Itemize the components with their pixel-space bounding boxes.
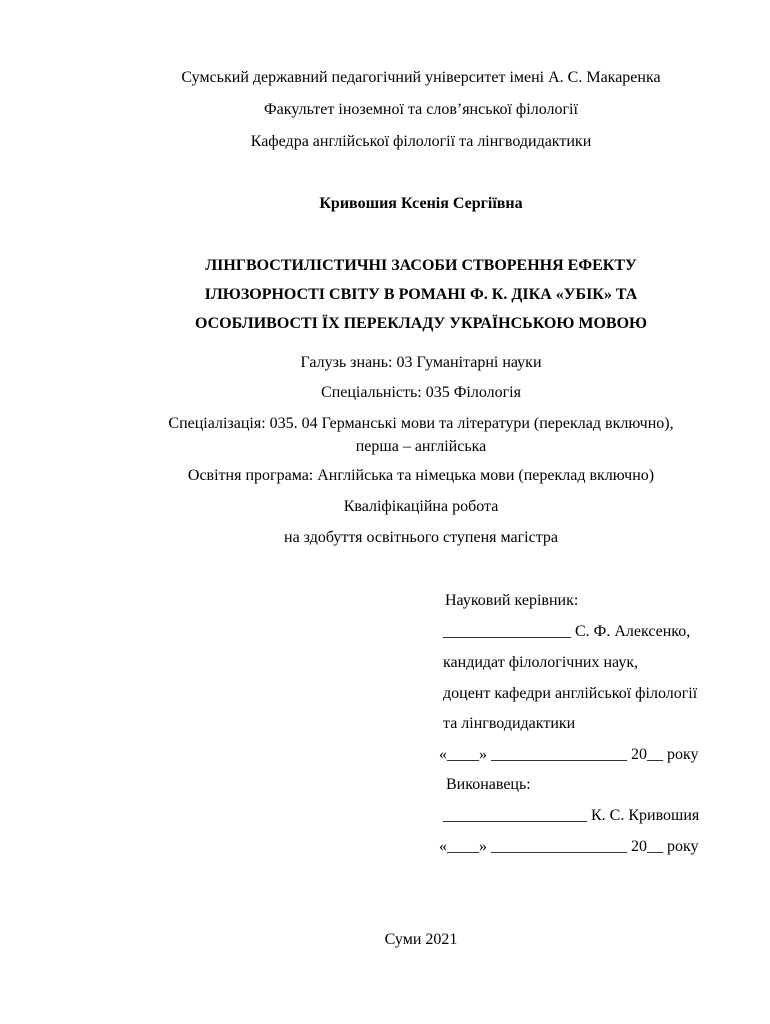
executor-signature: __________________ К. С. Кривошия bbox=[443, 807, 700, 824]
specialization-line-1: Спеціалізація: 035. 04 Германські мови та літератури (переклад включно), bbox=[168, 415, 674, 432]
field-of-knowledge: Галузь знань: 03 Гуманітарні науки bbox=[300, 354, 542, 371]
supervisor-position-1: доцент кафедри англійської філології bbox=[443, 685, 698, 702]
faculty-name: Факультет іноземної та слов’янської філології bbox=[264, 101, 578, 118]
supervisor-date: «____» _________________ 20__ року bbox=[439, 746, 699, 763]
thesis-title-line-1: ЛІНГВОСТИЛІСТИЧНІ ЗАСОБИ СТВОРЕННЯ ЕФЕКТУ bbox=[205, 257, 637, 274]
specialization-line-2: перша – англійська bbox=[355, 438, 487, 455]
supervisor-degree: кандидат філологічних наук, bbox=[443, 654, 639, 671]
university-name: Сумський державний педагогічний університет імені А. С. Макаренка bbox=[181, 69, 661, 86]
thesis-title-line-3: ОСОБЛИВОСТІ ЇХ ПЕРЕКЛАДУ УКРАЇНСЬКОЮ МОВОЮ bbox=[194, 315, 648, 332]
author-name: Кривошия Ксенія Сергіївна bbox=[319, 195, 523, 212]
supervisor-label: Науковий керівник: bbox=[445, 592, 579, 609]
supervisor-signature: ________________ С. Ф. Алексенко, bbox=[443, 623, 691, 640]
city-year: Суми 2021 bbox=[384, 931, 458, 948]
executor-date: «____» _________________ 20__ року bbox=[439, 838, 699, 855]
specialty: Спеціальність: 035 Філологія bbox=[321, 384, 521, 401]
department-name: Кафедра англійської філології та лінгводидактики bbox=[250, 133, 592, 150]
degree-purpose: на здобуття освітнього ступеня магістра bbox=[284, 529, 558, 546]
executor-label: Виконавець: bbox=[446, 776, 531, 793]
supervisor-position-2: та лінгводидактики bbox=[443, 715, 576, 732]
work-type: Кваліфікаційна робота bbox=[343, 498, 499, 515]
thesis-title-line-2: ІЛЮЗОРНОСТІ СВІТУ В РОМАНІ Ф. К. ДІКА «УБІК» ТА bbox=[204, 286, 638, 303]
educational-program: Освітня програма: Англійська та німецька мови (переклад включно) bbox=[187, 467, 655, 484]
